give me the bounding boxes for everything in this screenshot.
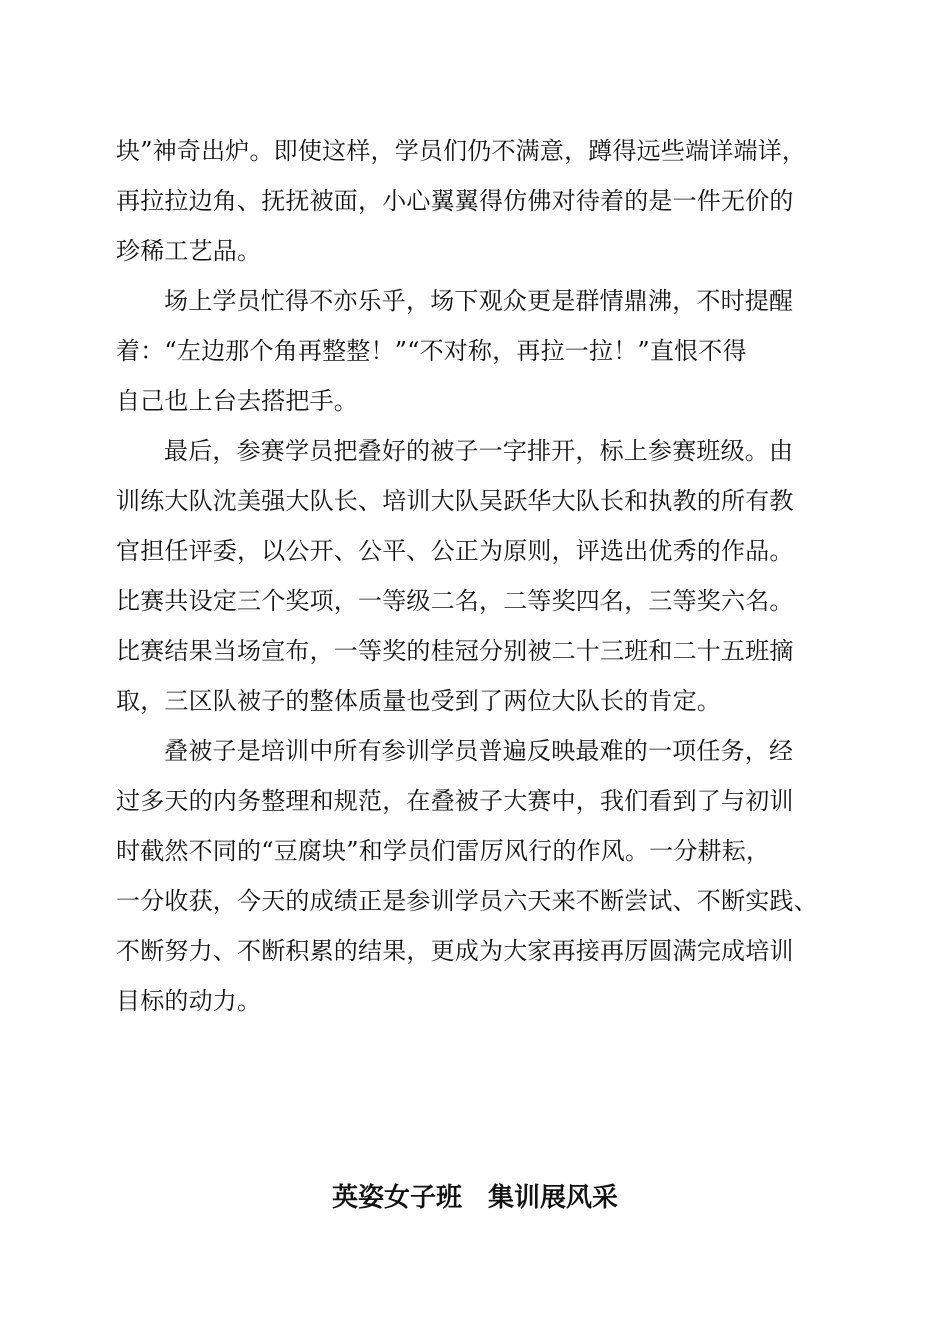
paragraph-4 (116, 726, 856, 1026)
paragraph-3-line-1: 最后，参赛学员把叠好的被子一字排开，标上参赛班级。由 (164, 437, 794, 465)
paragraph-3-line-4: 比赛共设定三个奖项，一等级二名，二等奖四名，三等奖六名。 (116, 587, 794, 615)
paragraph-4-line-6: 目标的动力。 (116, 987, 262, 1015)
paragraph-2-line-2: 着：“左边那个角再整整！”“不对称，再拉一拉！”直恨不得 (116, 337, 747, 365)
paragraph-4-line-3: 时截然不同的“豆腐块”和学员们雷厉风行的作风。一分耕耘， (116, 837, 771, 865)
paragraph-3-line-6: 取，三区队被子的整体质量也受到了两位大队长的肯定。 (116, 687, 721, 715)
paragraph-1-line-1: 块”神奇出炉。即使这样，学员们仍不满意，蹲得远些端详端详， (116, 137, 807, 165)
paragraph-1 (116, 126, 856, 276)
paragraph-4-line-1: 叠被子是培训中所有参训学员普遍反映最难的一项任务，经 (164, 737, 794, 765)
paragraph-1-line-3: 珍稀工艺品。 (116, 237, 262, 265)
section-heading: 英姿女子班 集训展风采 (331, 1183, 618, 1213)
paragraph-1-line-2: 再拉拉边角、抚抚被面，小心翼翼得仿佛对待着的是一件无价的 (116, 187, 794, 215)
paragraph-3-line-5: 比赛结果当场宣布，一等奖的桂冠分别被二十三班和二十五班摘 (116, 637, 794, 665)
paragraph-3-line-2: 训练大队沈美强大队长、培训大队吴跃华大队长和执教的所有教 (116, 487, 794, 515)
paragraph-4-line-5: 不断努力、不断积累的结果，更成为大家再接再厉圆满完成培训 (116, 937, 794, 965)
paragraph-3 (116, 426, 856, 726)
paragraph-2 (116, 276, 856, 426)
paragraph-4-line-2: 过多天的内务整理和规范，在叠被子大赛中，我们看到了与初训 (116, 787, 794, 815)
paragraph-4-line-4: 一分收获，今天的成绩正是参训学员六天来不断尝试、不断实践、 (116, 887, 818, 915)
paragraph-2-line-1: 场上学员忙得不亦乐乎，场下观众更是群情鼎沸，不时提醒 (164, 287, 794, 315)
paragraph-3-line-3: 官担任评委，以公开、公平、公正为原则，评选出优秀的作品。 (116, 537, 794, 565)
paragraph-2-line-3: 自己也上台去搭把手。 (116, 387, 358, 415)
body-text (116, 126, 856, 1026)
